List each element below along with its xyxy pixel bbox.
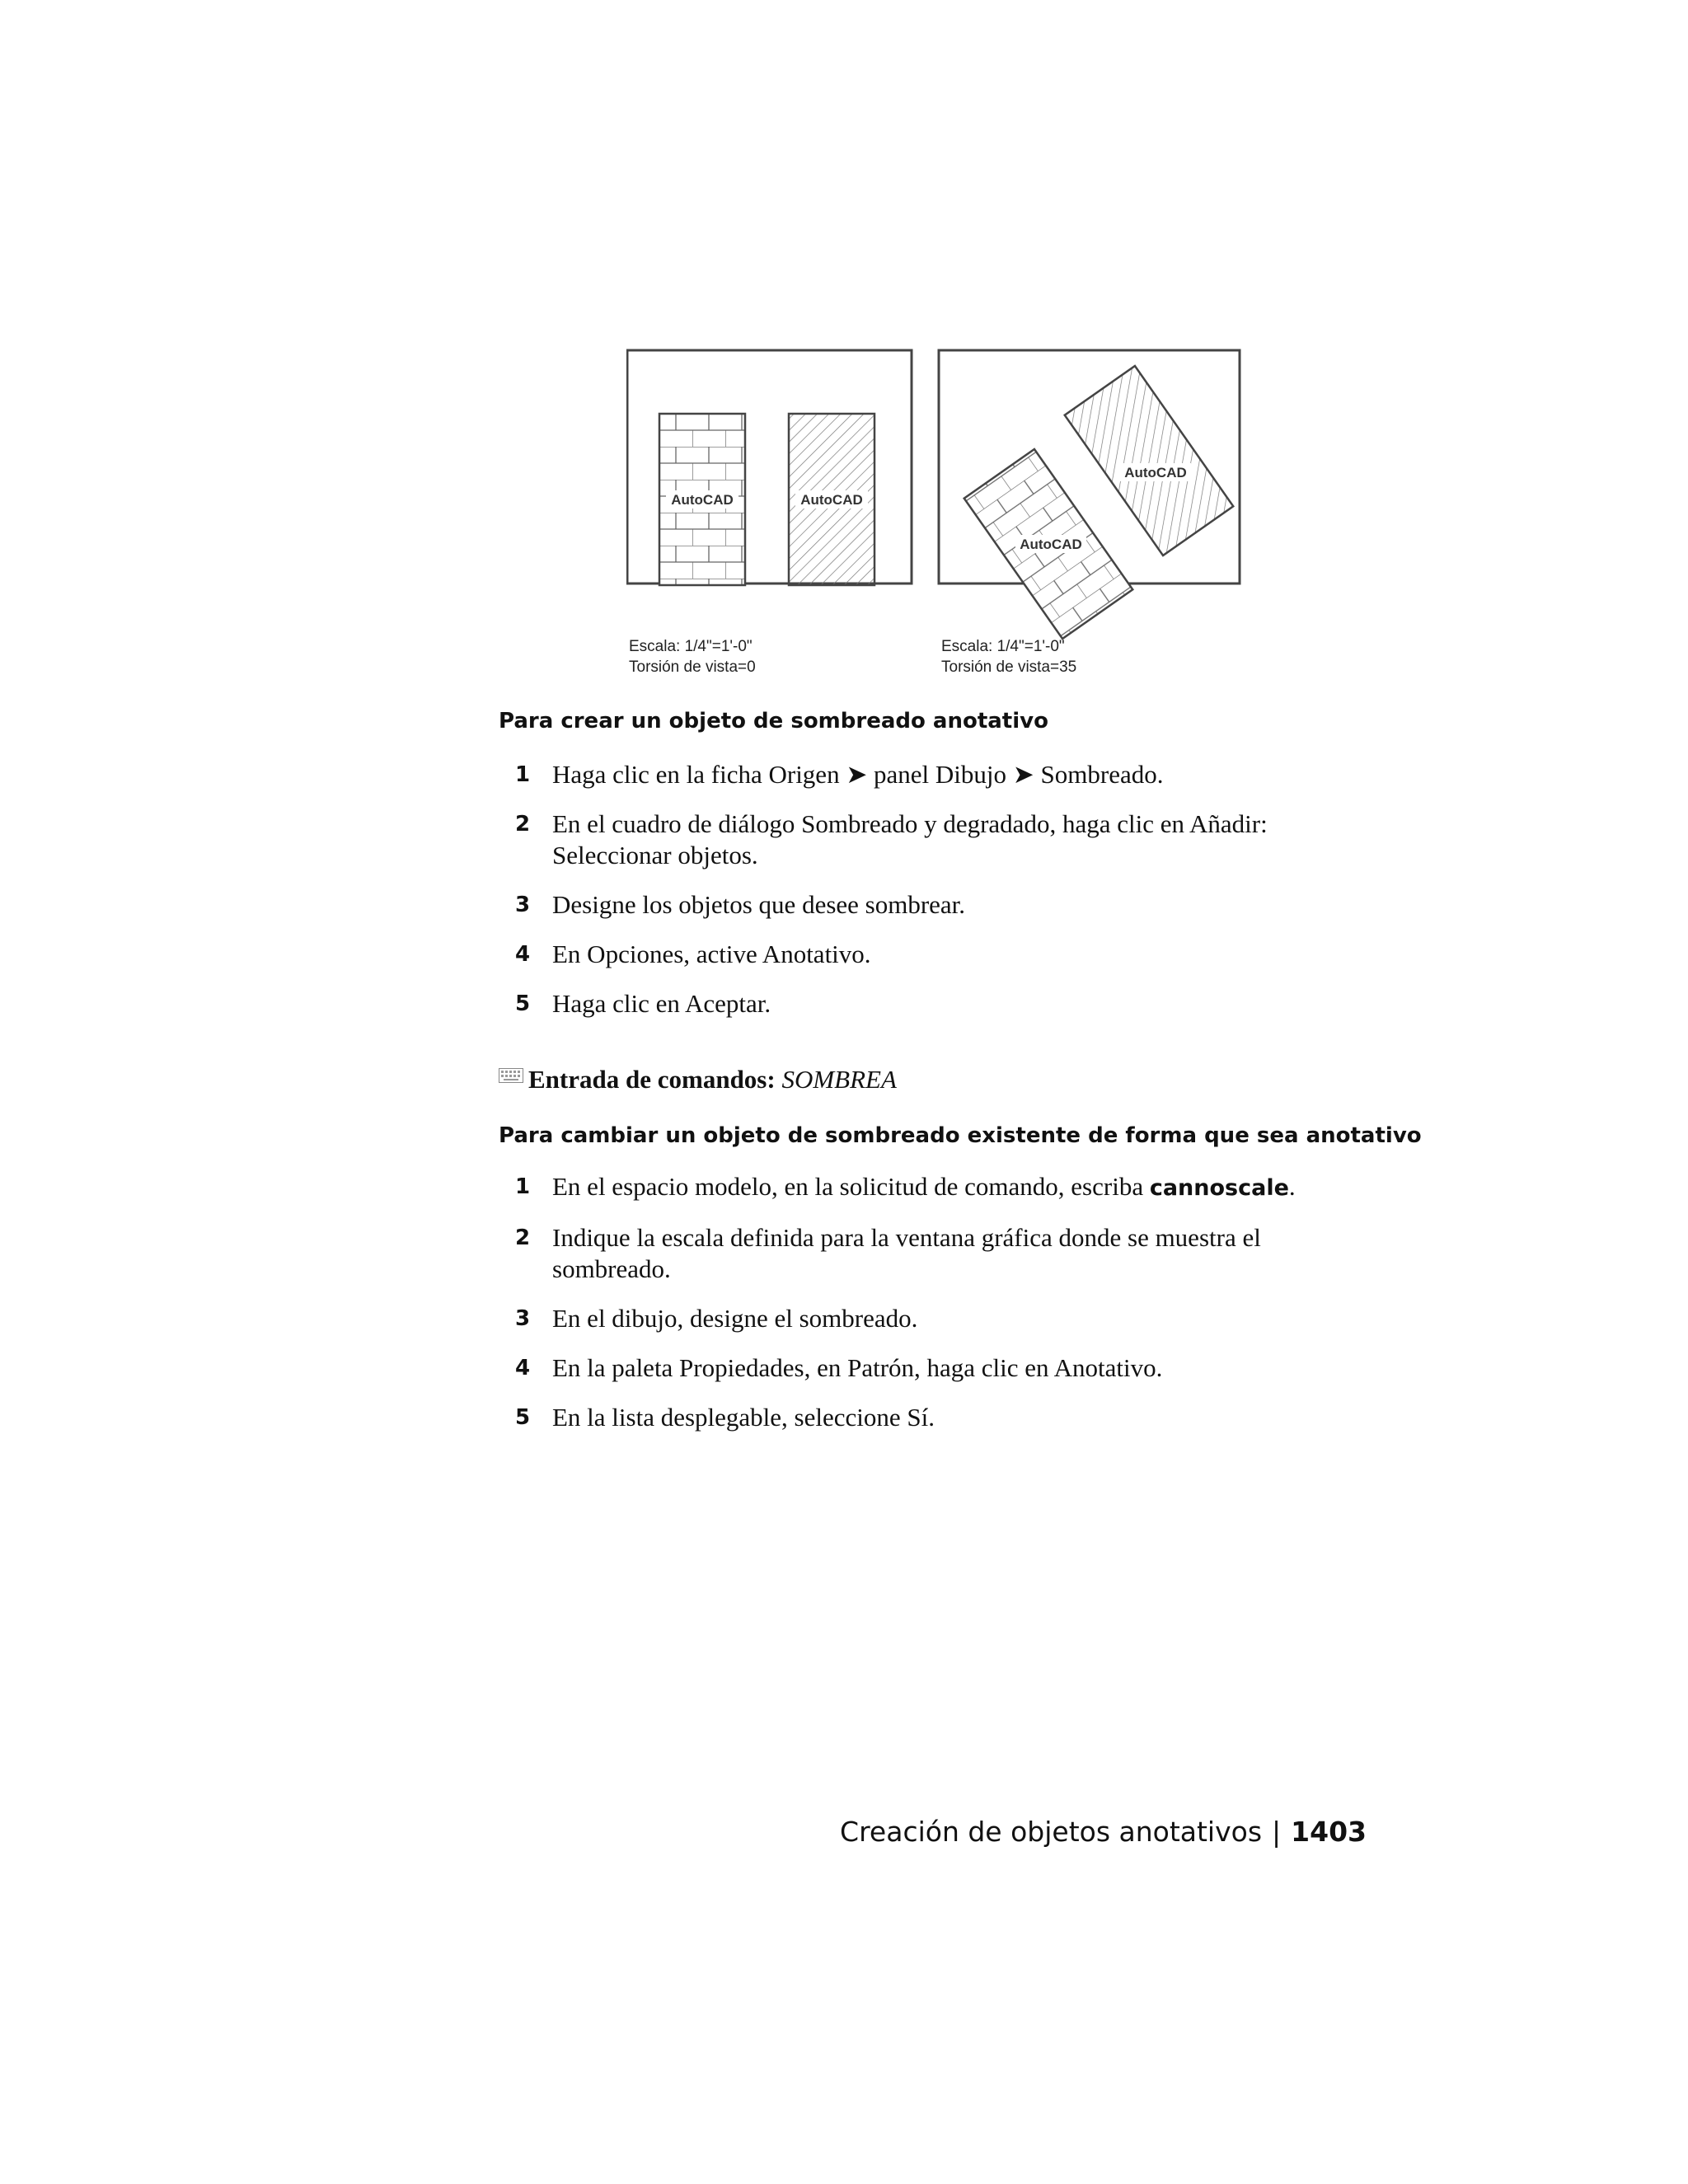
footer-title: Creación de objetos anotativos bbox=[840, 1816, 1263, 1848]
list-item bbox=[499, 988, 1372, 1019]
command-keyword: cannoscale bbox=[1149, 1175, 1289, 1201]
keyboard-icon bbox=[499, 1060, 523, 1090]
footer-separator: | bbox=[1272, 1816, 1282, 1848]
scale-caption: Escala: 1/4"=1'-0" bbox=[629, 638, 753, 655]
hatch-illustration bbox=[626, 348, 1253, 686]
step-text: En la paleta Propiedades, en Patrón, haga clic en Anotativo. bbox=[552, 1353, 1163, 1382]
list-item bbox=[499, 808, 1372, 871]
step-text: En Opciones, active Anotativo. bbox=[552, 940, 871, 968]
step-number: 1 bbox=[515, 762, 531, 787]
step-number: 4 bbox=[515, 1356, 531, 1380]
list-item bbox=[499, 759, 1372, 790]
twist-caption: Torsión de vista=0 bbox=[629, 658, 756, 676]
step-number: 1 bbox=[515, 1174, 531, 1199]
section-heading: Para cambiar un objeto de sombreado existente de forma que sea anotativo bbox=[499, 1123, 1422, 1148]
label-autocad: AutoCAD bbox=[1124, 465, 1187, 480]
command-entry bbox=[499, 1060, 897, 1094]
step-number: 5 bbox=[515, 991, 531, 1016]
step-text-suffix: . bbox=[1288, 1172, 1296, 1201]
scale-caption: Escala: 1/4"=1'-0" bbox=[941, 638, 1065, 655]
section-heading: Para crear un objeto de sombreado anotativo bbox=[499, 709, 1048, 733]
page-footer bbox=[840, 1816, 1367, 1848]
step-text: Haga clic en Aceptar. bbox=[552, 989, 771, 1018]
label-autocad: AutoCAD bbox=[1020, 537, 1082, 552]
step-number: 4 bbox=[515, 942, 531, 967]
step-text: En la lista desplegable, seleccione Sí. bbox=[552, 1403, 935, 1432]
step-text: En el dibujo, designe el sombreado. bbox=[552, 1304, 918, 1333]
list-item bbox=[499, 889, 1372, 921]
list-item bbox=[499, 1352, 1372, 1384]
command-value: SOMBREA bbox=[781, 1065, 897, 1094]
step-number: 3 bbox=[515, 893, 531, 917]
list-item bbox=[499, 1171, 1372, 1204]
step-text: Indique la escala definida para la ventana gráfica donde se muestra el sombreado. bbox=[552, 1223, 1261, 1283]
list-item bbox=[499, 1402, 1372, 1433]
label-autocad: AutoCAD bbox=[800, 492, 863, 508]
step-text: En el cuadro de diálogo Sombreado y degradado, haga clic en Añadir: Seleccionar objetos. bbox=[552, 809, 1268, 869]
page-number: 1403 bbox=[1291, 1816, 1367, 1848]
step-text: En el espacio modelo, en la solicitud de comando, escriba bbox=[552, 1172, 1150, 1201]
step-number: 2 bbox=[515, 1226, 531, 1250]
step-number: 5 bbox=[515, 1405, 531, 1430]
step-number: 3 bbox=[515, 1306, 531, 1331]
list-item bbox=[499, 1303, 1372, 1334]
twist-caption: Torsión de vista=35 bbox=[941, 658, 1077, 676]
steps-list bbox=[499, 759, 1372, 1038]
label-autocad: AutoCAD bbox=[671, 492, 734, 508]
step-text: Haga clic en la ficha Origen ➤ panel Dibujo ➤ Sombreado. bbox=[552, 760, 1164, 789]
list-item bbox=[499, 939, 1372, 970]
step-text: Designe los objetos que desee sombrear. bbox=[552, 890, 966, 919]
step-number: 2 bbox=[515, 812, 531, 837]
hatch-figure bbox=[626, 348, 1253, 686]
steps-list bbox=[499, 1171, 1372, 1451]
left-caption bbox=[629, 636, 756, 677]
command-label: Entrada de comandos: bbox=[528, 1065, 776, 1094]
list-item bbox=[499, 1222, 1372, 1285]
right-caption bbox=[941, 636, 1076, 677]
